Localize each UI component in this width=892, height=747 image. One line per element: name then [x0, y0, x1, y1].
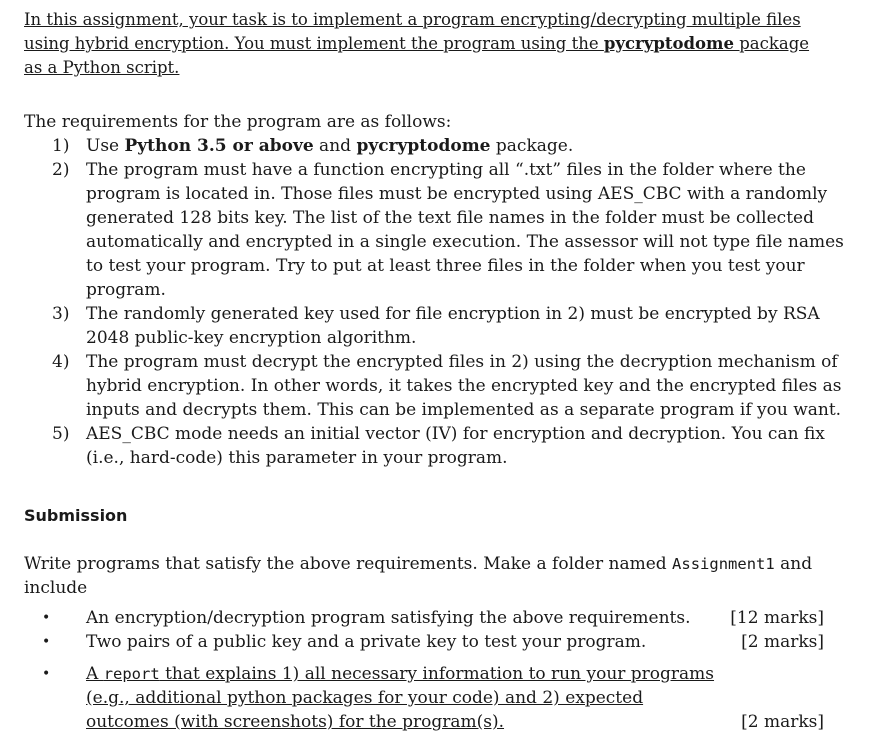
intro-part2: package as a Python script. [24, 34, 810, 77]
requirement-text: The program must have a function encrypting all “.txt” files in the folder where the program is located in. Those files must be encrypted using AES_CBC with a randomly generated 128 bits key. The list of the text file names in the folder must be collected automatically and encrypted in a single execution. The assessor will not type file names to test your program. Try to put at least three files in the folder when you test your program. [86, 160, 844, 300]
intro-part1: In this assignment, your task is to implement a program encrypting/decrypting multiple files using hybrid encryption. You must implement the program using the [24, 10, 801, 53]
submission-text: and include [24, 554, 813, 598]
requirement-number: 5) [52, 424, 70, 444]
marks-label: [2 marks] [741, 632, 824, 652]
requirement-number: 3) [52, 304, 70, 324]
submission-item [24, 662, 844, 734]
requirement-number: 1) [52, 136, 70, 156]
marks-label: [12 marks] [730, 608, 824, 628]
requirement-item [24, 422, 844, 470]
requirement-text: package. [490, 136, 574, 156]
bullet-icon: • [42, 666, 51, 682]
requirements-list [24, 134, 844, 470]
submission-text: Write programs that satisfy the above requirements. Make a folder named [24, 554, 673, 574]
submission-item [24, 630, 844, 654]
requirement-bold: pycryptodome [356, 136, 491, 156]
submission-item [24, 606, 844, 630]
requirement-item [24, 158, 844, 302]
submission-instructions [24, 552, 844, 600]
item-body: that explains 1) all necessary information to run your programs (e.g., additional python packages for your code) and 2) expected outcomes (with screenshots) for the program(s). [86, 664, 715, 732]
requirement-number: 2) [52, 160, 70, 180]
report-code: report [103, 665, 160, 683]
submission-item-text: An encryption/decryption program satisfying the above requirements. [86, 608, 691, 628]
bullet-icon: • [42, 634, 51, 650]
requirement-item [24, 350, 844, 422]
intro-package-name: pycryptodome [603, 34, 734, 53]
item-prefix: A [86, 664, 104, 684]
requirement-text: AES_CBC mode needs an initial vector (IV) for encryption and decryption. You can fix (i.e., hard-code) this parameter in your program. [86, 424, 825, 468]
requirement-text: The program must decrypt the encrypted files in 2) using the decryption mechanism of hybrid encryption. In other words, it takes the encrypted key and the encrypted files as inputs and decrypts them. This can be implemented as a separate program if you want. [86, 352, 842, 420]
requirement-bold: Python 3.5 or above [124, 136, 314, 156]
submission-heading: Submission [24, 506, 128, 525]
submission-list [24, 606, 844, 734]
requirement-text: and [313, 136, 357, 156]
assignment-page [24, 8, 844, 734]
requirement-text: The randomly generated key used for file encryption in 2) must be encrypted by RSA 2048 public-key encryption algorithm. [86, 304, 820, 348]
requirement-item [24, 134, 844, 158]
bullet-icon: • [42, 610, 51, 626]
requirement-item [24, 302, 844, 350]
marks-label: [2 marks] [741, 712, 824, 732]
folder-name: Assignment1 [672, 555, 775, 573]
submission-item-text: Two pairs of a public key and a private key to test your program. [86, 632, 647, 652]
requirement-text: Use [86, 136, 125, 156]
requirements-intro: The requirements for the program are as follows: [24, 112, 452, 132]
requirement-number: 4) [52, 352, 70, 372]
submission-item-text [86, 664, 714, 732]
intro-paragraph [24, 8, 824, 80]
